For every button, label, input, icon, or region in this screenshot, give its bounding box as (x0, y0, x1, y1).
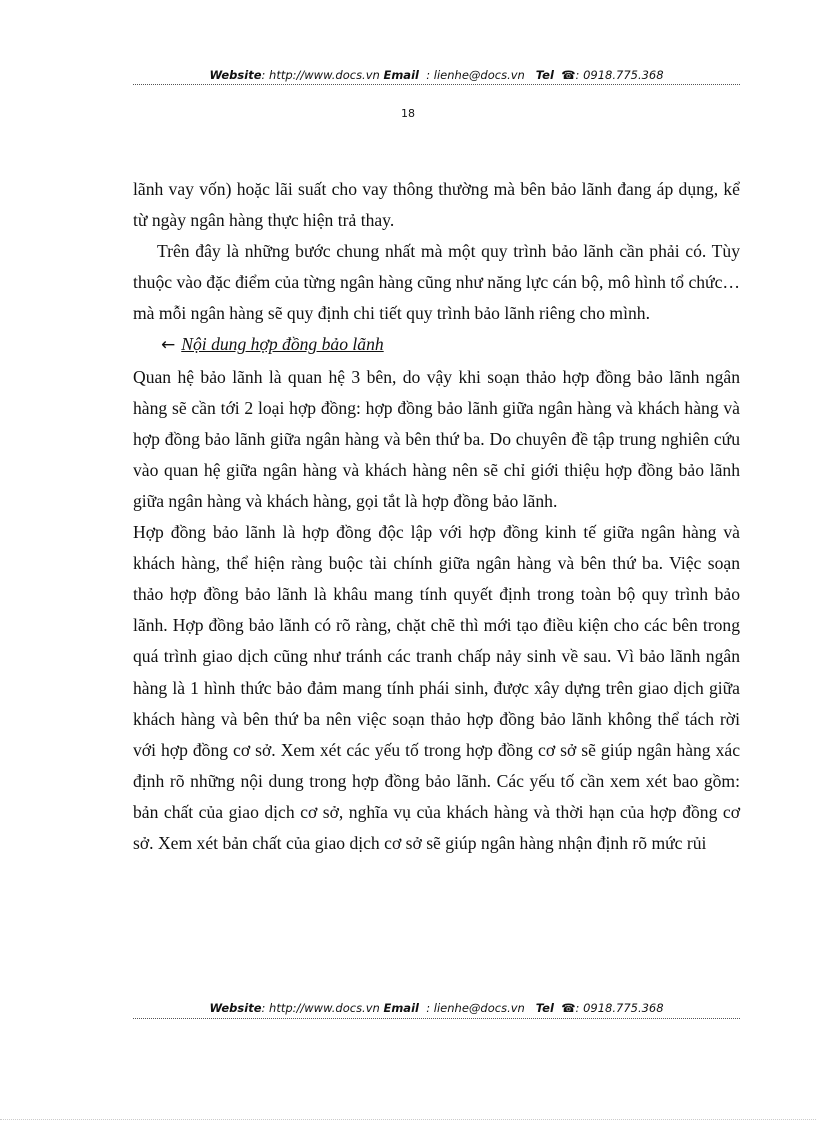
document-body (133, 174, 740, 859)
header-email-label: Email (383, 68, 419, 82)
left-arrow-icon: ← (161, 335, 176, 356)
footer-divider (133, 1018, 740, 1019)
paragraph-contract-role: Hợp đồng bảo lãnh là hợp đồng độc lập với hợp đồng kinh tế giữa ngân hàng và khách hàng, thể hiện ràng buộc tài chính giữa ngân hàng và bên thứ ba. Việc soạn thảo hợp đồng bảo lãnh là khâu mang tính quyết định trong toàn bộ quy trình bảo lãnh. Hợp đồng bảo lãnh có rõ ràng, chặt chẽ thì mới tạo điều kiện cho các bên trong quá trình giao dịch cũng như tránh các tranh chấp nảy sinh về sau. Vì bảo lãnh ngân hàng là 1 hình thức bảo đảm mang tính phái sinh, được xây dựng trên giao dịch giữa khách hàng và bên thứ ba nên việc soạn thảo hợp đồng bảo lãnh không thể tách rời với hợp đồng cơ sở. Xem xét các yếu tố trong hợp đồng cơ sở sẽ giúp ngân hàng xác định rõ những nội dung trong hợp đồng bảo lãnh. Các yếu tố cần xem xét bao gồm: bản chất của giao dịch cơ sở, nghĩa vụ của khách hàng và thời hạn của hợp đồng cơ sở. Xem xét bản chất của giao dịch cơ sở sẽ giúp ngân hàng nhận định rõ mức rủi (133, 522, 740, 853)
phone-icon: ☎ (561, 68, 576, 82)
paragraph-contract-types: Quan hệ bảo lãnh là quan hệ 3 bên, do vậy khi soạn thảo hợp đồng bảo lãnh ngân hàng sẽ cần tới 2 loại hợp đồng: hợp đồng bảo lãnh giữa ngân hàng và khách hàng và hợp đồng bảo lãnh giữa ngân hàng và bên thứ ba. Do chuyên đề tập trung nghiên cứu vào quan hệ giữa ngân hàng và khách hàng nên sẽ chỉ giới thiệu hợp đồng bảo lãnh giữa ngân hàng và khách hàng, gọi tắt là hợp đồng bảo lãnh. (133, 366, 740, 511)
paragraph-continued: lãnh vay vốn) hoặc lãi suất cho vay thông thường mà bên bảo lãnh đang áp dụng, kể từ ngày ngân hàng thực hiện trả thay. (133, 179, 740, 231)
page-bottom-border (0, 1119, 816, 1120)
header-email-value[interactable]: : lienhe@docs.vn (426, 68, 525, 82)
page-footer (133, 1001, 740, 1015)
footer-website-label: Website (209, 1001, 262, 1015)
phone-icon: ☎ (561, 1001, 576, 1015)
footer-email-value[interactable]: : lienhe@docs.vn (426, 1001, 525, 1015)
header-website-label: Website (209, 68, 262, 82)
header-divider (133, 84, 740, 85)
paragraph-summary: Trên đây là những bước chung nhất mà một quy trình bảo lãnh cần phải có. Tùy thuộc vào đặc điểm của từng ngân hàng cũng như năng lực cán bộ, mô hình tổ chức… mà mỗi ngân hàng sẽ quy định chi tiết quy trình bảo lãnh riêng cho mình. (133, 241, 740, 324)
header-tel-label: Tel (535, 68, 554, 82)
footer-tel-label: Tel (535, 1001, 554, 1015)
footer-website-value[interactable]: : http://www.docs.vn (261, 1001, 380, 1015)
footer-email-label: Email (383, 1001, 419, 1015)
section-subheading (133, 329, 740, 361)
header-tel-value: : 0918.775.368 (575, 68, 664, 82)
footer-tel-value: : 0918.775.368 (575, 1001, 664, 1015)
subheading-title: Nội dung hợp đồng bảo lãnh (181, 334, 384, 355)
header-website-value[interactable]: : http://www.docs.vn (261, 68, 380, 82)
page-header (133, 68, 740, 82)
page-number: 18 (401, 107, 415, 120)
